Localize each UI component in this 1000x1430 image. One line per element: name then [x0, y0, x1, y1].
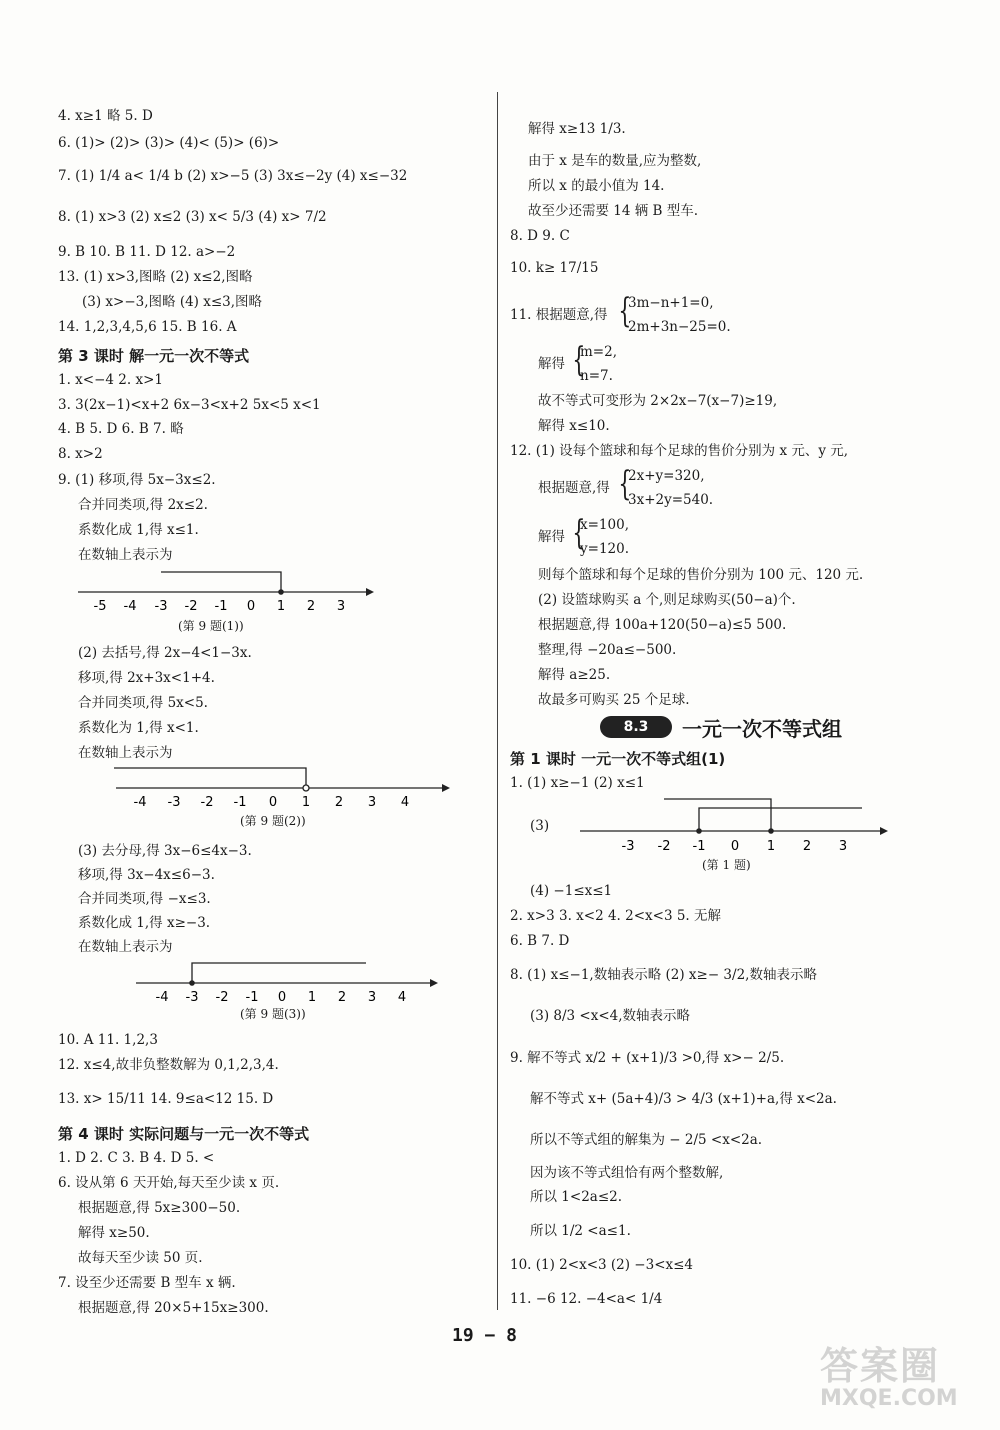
tick-label: 1 — [301, 795, 311, 810]
answer-line: 11. −6 12. −4<a< 1/4 — [510, 1291, 663, 1307]
system-brace: { — [618, 464, 632, 504]
answer-line: 7. 设至少还需要 B 型车 x 辆. — [58, 1275, 236, 1291]
tick-label: 4 — [400, 795, 410, 810]
answer-line: 由于 x 是车的数量,应为整数, — [528, 153, 702, 169]
tick-label: -4 — [155, 990, 169, 1005]
answer-line: 所以 1/2 <a≤1. — [530, 1223, 631, 1239]
tick-label: -1 — [245, 990, 259, 1005]
tick-label: 4 — [397, 990, 407, 1005]
equation-line: x=100, — [580, 517, 629, 533]
answer-line: 所以 x 的最小值为 14. — [528, 178, 665, 194]
answer-line: (2) 去括号,得 2x−4<1−3x. — [78, 645, 252, 661]
answer-line: 移项,得 3x−4x≤6−3. — [78, 867, 215, 883]
answer-line: (3) 8/3 <x<4,数轴表示略 — [530, 1008, 691, 1024]
answer-line: 在数轴上表示为 — [78, 745, 173, 761]
tick-label: -3 — [185, 990, 199, 1005]
answer-line: 根据题意,得 100a+120(50−a)≤5 500. — [538, 617, 787, 633]
answer-line: 10. (1) 2<x<3 (2) −3<x≤4 — [510, 1257, 694, 1273]
watermark-url: MXQE.COM — [820, 1386, 958, 1411]
answer-line: (3) x>−3,图略 (4) x≤3,图略 — [82, 294, 263, 310]
answer-line: 9. (1) 移项,得 5x−3x≤2. — [58, 472, 216, 488]
number-line-9-1 — [76, 566, 376, 620]
tick-label: 3 — [336, 599, 346, 614]
tick-label: 2 — [334, 795, 344, 810]
tick-label: 2 — [802, 839, 812, 854]
section-badge: 8.3 — [600, 716, 672, 738]
answer-line: (2) 设篮球购买 a 个,则足球购买(50−a)个. — [538, 592, 796, 608]
tick-label: 2 — [306, 599, 316, 614]
answer-line: 故每天至少读 50 页. — [78, 1250, 203, 1266]
tick-label: -2 — [657, 839, 671, 854]
answer-line: 3. 3(2x−1)<x+2 6x−3<x+2 5x<5 x<1 — [58, 397, 321, 413]
answer-line: 1. D 2. C 3. B 4. D 5. < — [58, 1150, 215, 1166]
lesson-heading: 第 3 课时 解一元一次不等式 — [58, 347, 250, 365]
answer-line: 解得 — [538, 529, 565, 545]
answer-line: 10. A 11. 1,2,3 — [58, 1032, 158, 1048]
answer-line: 整理,得 −20a≤−500. — [538, 642, 677, 658]
system-brace: { — [572, 513, 586, 553]
answer-line: 合并同类项,得 2x≤2. — [78, 497, 208, 513]
tick-label: 0 — [246, 599, 256, 614]
answer-line: 根据题意,得 20×5+15x≥300. — [78, 1300, 269, 1316]
tick-label: -2 — [184, 599, 198, 614]
column-divider — [497, 92, 498, 1310]
answer-line: 所以不等式组的解集为 − 2/5 <x<2a. — [530, 1132, 763, 1148]
answer-line: 6. (1)> (2)> (3)> (4)< (5)> (6)> — [58, 135, 280, 151]
answer-line: 12. x≤4,故非负整数解为 0,1,2,3,4. — [58, 1057, 279, 1073]
answer-line: 11. 根据题意,得 — [510, 307, 608, 323]
answer-line: 6. 设从第 6 天开始,每天至少读 x 页. — [58, 1175, 280, 1191]
answer-line: 合并同类项,得 5x<5. — [78, 695, 208, 711]
tick-label: -4 — [123, 599, 137, 614]
answer-line: 8. x>2 — [58, 446, 103, 462]
lesson-heading: 第 4 课时 实际问题与一元一次不等式 — [58, 1125, 310, 1143]
answer-line: 系数化成 1,得 x≥−3. — [78, 915, 211, 931]
tick-label: -1 — [692, 839, 706, 854]
tick-label: 2 — [337, 990, 347, 1005]
answer-line: 故不等式可变形为 2×2x−7(x−7)≥19, — [538, 393, 778, 409]
answer-line: 解不等式 x+ (5a+4)/3 > 4/3 (x+1)+a,得 x<2a. — [530, 1091, 837, 1107]
equation-line: 2x+y=320, — [628, 468, 705, 484]
number-line-9-2 — [114, 762, 454, 816]
answer-line: 10. k≥ 17/15 — [510, 260, 599, 276]
tick-label: -1 — [214, 599, 228, 614]
answer-line: 故至少还需要 14 辆 B 型车. — [528, 203, 699, 219]
number-line-9-3 — [134, 957, 444, 1011]
answer-line: 1. x<−4 2. x>1 — [58, 372, 163, 388]
tick-label: -1 — [233, 795, 247, 810]
answer-line: 系数化为 1,得 x<1. — [78, 720, 199, 736]
tick-label: 3 — [838, 839, 848, 854]
tick-label: -3 — [167, 795, 181, 810]
tick-label: 3 — [367, 990, 377, 1005]
number-line-1 — [578, 795, 898, 859]
tick-label: -3 — [154, 599, 168, 614]
answer-line: 根据题意,得 5x≥300−50. — [78, 1200, 241, 1216]
answer-line: 根据题意,得 — [538, 480, 610, 496]
tick-label: -2 — [200, 795, 214, 810]
answer-line: 解得 a≥25. — [538, 667, 611, 683]
figure-caption: (第 9 题(3)) — [240, 1007, 306, 1021]
figure-caption: (第 9 题(1)) — [178, 619, 244, 633]
tick-label: -5 — [93, 599, 107, 614]
answer-line: 合并同类项,得 −x≤3. — [78, 891, 211, 907]
tick-label: 1 — [307, 990, 317, 1005]
answer-line: 解得 — [538, 356, 565, 372]
answer-line: 8. (1) x≤−1,数轴表示略 (2) x≥− 3/2,数轴表示略 — [510, 967, 817, 983]
system-brace: { — [572, 340, 586, 380]
answer-line: 移项,得 2x+3x<1+4. — [78, 670, 215, 686]
equation-line: y=120. — [580, 541, 629, 557]
answer-line: 8. (1) x>3 (2) x≤2 (3) x< 5/3 (4) x> 7/2 — [58, 209, 327, 225]
answer-line: 6. B 7. D — [510, 933, 570, 949]
answer-line: 在数轴上表示为 — [78, 547, 173, 563]
answer-line: 7. (1) 1/4 a< 1/4 b (2) x>−5 (3) 3x≤−2y (4) x≤−32 — [58, 168, 408, 184]
tick-label: 1 — [766, 839, 776, 854]
equation-line: n=7. — [580, 368, 613, 384]
page-number: 19 − 8 — [452, 1325, 518, 1346]
answer-line: 4. B 5. D 6. B 7. 略 — [58, 421, 184, 437]
answer-line: 解得 x≥13 1/3. — [528, 121, 626, 137]
answer-line: 9. 解不等式 x/2 + (x+1)/3 >0,得 x>− 2/5. — [510, 1050, 785, 1066]
tick-label: -2 — [215, 990, 229, 1005]
tick-label: 1 — [276, 599, 286, 614]
answer-line: 在数轴上表示为 — [78, 939, 173, 955]
answer-line: 13. (1) x>3,图略 (2) x≤2,图略 — [58, 269, 253, 285]
answer-line: 2. x>3 3. x<2 4. 2<x<3 5. 无解 — [510, 908, 722, 924]
answer-line: 所以 1<2a≤2. — [530, 1189, 623, 1205]
tick-label: 3 — [367, 795, 377, 810]
equation-line: 2m+3n−25=0. — [628, 319, 731, 335]
tick-label: 0 — [730, 839, 740, 854]
answer-line: 4. x≥1 略 5. D — [58, 108, 153, 124]
answer-line: (3) 去分母,得 3x−6≤4x−3. — [78, 843, 252, 859]
watermark-logo — [820, 1335, 980, 1420]
section-title: 一元一次不等式组 — [682, 716, 842, 741]
tick-label: -3 — [621, 839, 635, 854]
equation-line: 3x+2y=540. — [628, 492, 714, 508]
answer-line: (4) −1≤x≤1 — [530, 883, 613, 899]
answer-line: 则每个篮球和每个足球的售价分别为 100 元、120 元. — [538, 567, 864, 583]
lesson-heading: 第 1 课时 一元一次不等式组(1) — [510, 750, 726, 768]
watermark-text: 答案圈 — [820, 1344, 941, 1388]
answer-line: 1. (1) x≥−1 (2) x≤1 — [510, 775, 645, 791]
figure-caption: (第 9 题(2)) — [240, 814, 306, 828]
answer-line: 13. x> 15/11 14. 9≤a<12 15. D — [58, 1091, 274, 1107]
equation-line: 3m−n+1=0, — [628, 295, 714, 311]
answer-line: 解得 x≤10. — [538, 418, 610, 434]
figure-caption: (第 1 题) — [702, 858, 751, 872]
answer-line: 故最多可购买 25 个足球. — [538, 692, 690, 708]
answer-line: 因为该不等式组恰有两个整数解, — [530, 1165, 724, 1181]
answer-line: 解得 x≥50. — [78, 1225, 150, 1241]
tick-label: -4 — [133, 795, 147, 810]
tick-label: 0 — [268, 795, 278, 810]
answer-line: 14. 1,2,3,4,5,6 15. B 16. A — [58, 319, 237, 335]
section-header — [600, 713, 842, 741]
answer-line: (3) — [530, 818, 550, 834]
answer-line: 8. D 9. C — [510, 228, 570, 244]
answer-line: 系数化成 1,得 x≤1. — [78, 522, 199, 538]
answer-line: 9. B 10. B 11. D 12. a>−2 — [58, 244, 236, 260]
equation-line: m=2, — [580, 344, 617, 360]
tick-label: 0 — [277, 990, 287, 1005]
system-brace: { — [618, 291, 632, 331]
answer-line: 12. (1) 设每个篮球和每个足球的售价分别为 x 元、y 元, — [510, 443, 849, 459]
